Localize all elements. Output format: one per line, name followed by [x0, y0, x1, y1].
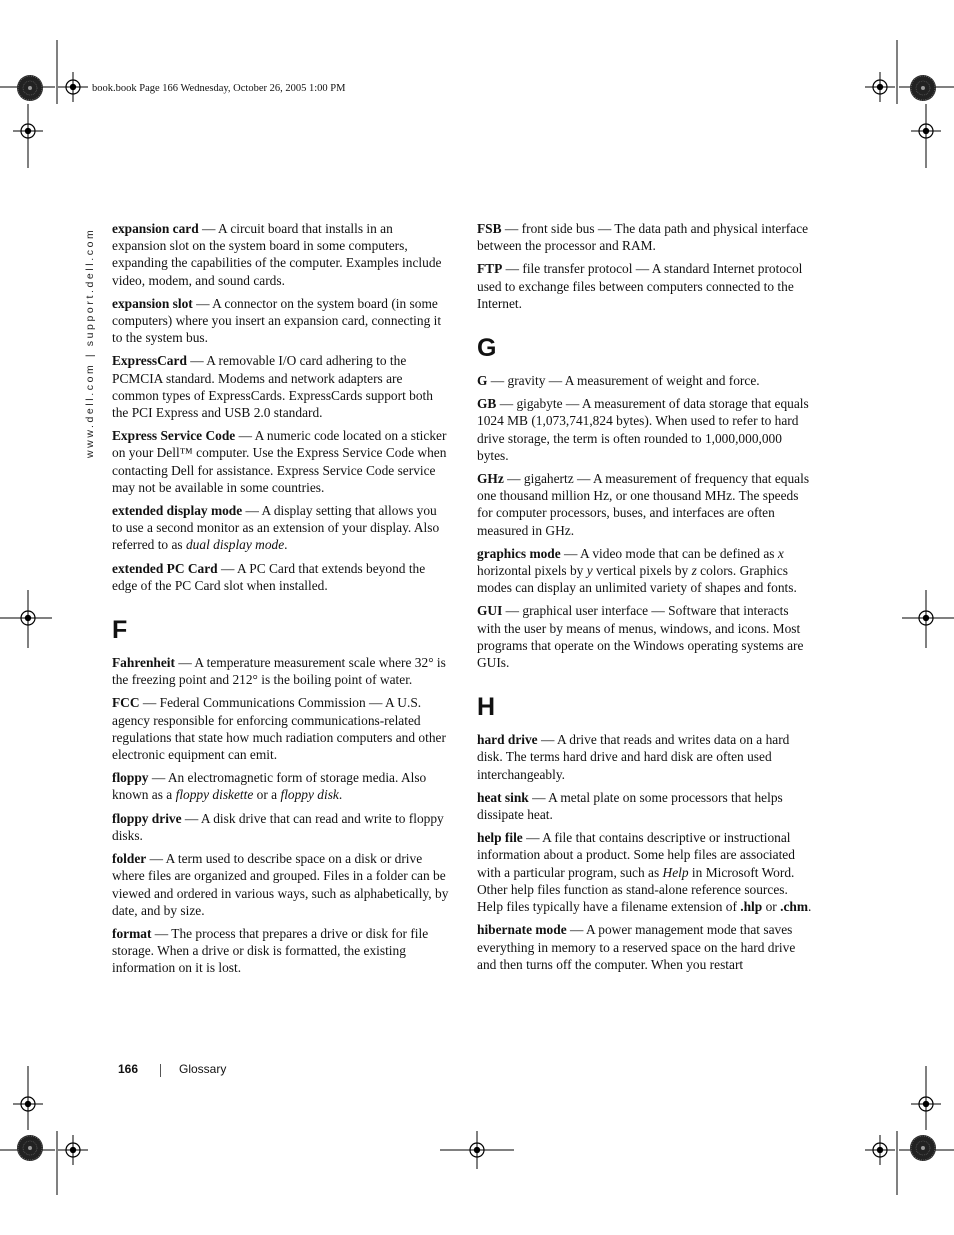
glossary-entry-heat-sink: heat sink — A metal plate on some processors that helps dissipate heat.	[477, 789, 783, 823]
glossary-entry-ghz: GHz — gigahertz — A measurement of frequency that equals one thousand million Hz, or one thousand MHz. The speeds for computer processors, buses, and interfaces are often measured in GHz.	[477, 471, 810, 538]
glossary-entry-extended-display-mode: extended display mode — A display setting that allows you to use a second monitor as an extension of your display. Also referred to as dual display mode.	[112, 503, 440, 553]
glossary-entry-help-file: help file — A file that contains descriptive or instructional information about a product. Some help files are associated with a particular program, such as Help in Microsoft Word. Other help files function as stand-alone reference sources. Help files typically have a filename extension of .hlp or .chm.	[477, 830, 812, 915]
glossary-entry-gui: GUI — graphical user interface — Software that interacts with the user by means of menus, windows, and icons. Most programs that operate on the Windows operating systems are GUIs.	[477, 603, 804, 671]
glossary-entry-hard-drive: hard drive — A drive that reads and writes data on a hard disk. The terms hard drive and hard disk are often used interchangeably.	[477, 732, 790, 782]
glossary-entry-ftp: FTP — file transfer protocol — A standard Internet protocol used to exchange files between computers connected to the Internet.	[477, 261, 803, 311]
glossary-entry-floppy: floppy — An electromagnetic form of storage media. Also known as a floppy diskette or a floppy disk.	[112, 770, 427, 803]
section-heading-h: H	[477, 693, 496, 722]
file-stamp-header: book.book Page 166 Wednesday, October 26, 2005 1:00 PM	[92, 83, 346, 94]
section-heading-g: G	[477, 334, 497, 363]
glossary-entry-folder: folder — A term used to describe space on a disk or drive where files are organized and grouped. Files in a folder can be viewed and ordered in various ways, such as alphabetically, by date, and by size.	[112, 851, 449, 918]
glossary-entry-floppy-drive: floppy drive — A disk drive that can read and write to floppy disks.	[112, 810, 444, 843]
glossary-entry-extended-pc-card: extended PC Card — A PC Card that extends beyond the edge of the PC Card slot when installed.	[112, 560, 426, 593]
glossary-entry-fcc: FCC — Federal Communications Commission — A U.S. agency responsible for enforcing communications-related regulations that state how much radiation computers and other electronic equipment can emit.	[112, 695, 446, 763]
glossary-entry-expansion-slot: expansion slot — A connector on the system board (in some computers) where you insert an expansion card, connecting it to the system bus.	[112, 295, 442, 346]
glossary-entry-format: format — The process that prepares a drive or disk for file storage. When a drive or disk is formatted, the existing information on it is lost.	[112, 925, 429, 976]
glossary-entry-expansion-card: expansion card — A circuit board that installs in an expansion slot on the system board in some computers, expanding the capabilities of the computer. Examples include video, modem, and sound cards.	[112, 221, 442, 288]
glossary-entry-express-service-code: Express Service Code — A numeric code located on a sticker on your Dell™ computer. Use the Express Service Code when contacting Dell for assistance. Express Service Code service may not be available in some countries.	[112, 428, 447, 495]
footer-divider	[160, 1064, 161, 1077]
sidebar-url: www.dell.com | support.dell.com	[84, 227, 96, 458]
page-footer	[118, 1062, 227, 1076]
glossary-entry-expresscard: ExpressCard — A removable I/O card adhering to the PCMCIA standard. Modems and network adapters are common types of ExpressCards. ExpressCards support both the PCI Express and USB 2.0 standard.	[112, 353, 433, 421]
glossary-entry-gb: GB — gigabyte — A measurement of data storage that equals 1024 MB (1,073,741,824 bytes). When used to refer to hard drive storage, the term is often rounded to 1,000,000,000 bytes.	[477, 396, 809, 463]
glossary-entry-hibernate-mode: hibernate mode — A power management mode that saves everything in memory to a reserved space on the hard drive and then turns off the computer. When you restart	[477, 922, 796, 972]
page-number: 166	[118, 1062, 139, 1076]
right-column	[477, 220, 815, 979]
glossary-entry-fsb: FSB — front side bus — The data path and physical interface between the processor and RAM.	[477, 221, 809, 254]
glossary-entry-graphics-mode: graphics mode — A video mode that can be defined as x horizontal pixels by y vertical pixels by z colors. Graphics modes can display an unlimited variety of shapes and fonts.	[477, 545, 797, 596]
glossary-entry-g: G — gravity — A measurement of weight and force.	[477, 373, 760, 389]
left-column	[112, 220, 450, 983]
footer-section-title: Glossary	[179, 1062, 227, 1076]
glossary-entry-fahrenheit: Fahrenheit — A temperature measurement scale where 32° is the freezing point and 212° is the boiling point of water.	[112, 655, 446, 688]
section-heading-f: F	[112, 616, 128, 645]
